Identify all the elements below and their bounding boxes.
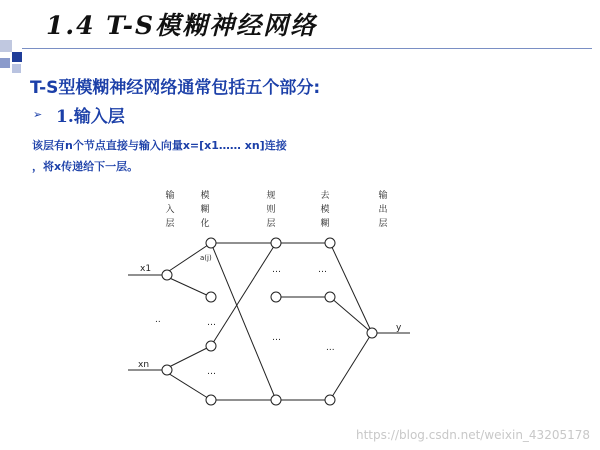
- layer-label-defuzzification-char-1: 去: [320, 191, 330, 201]
- layer-label-defuzzification-char-3: 糊: [320, 219, 330, 229]
- layer-label-input-char-2: 入: [165, 205, 175, 215]
- layer-label-input-char-1: 输: [165, 191, 175, 201]
- description-line-1: 该层有n个节点直接与输入向量x=[x1…… xn]连接: [32, 139, 287, 152]
- layer-label-rule-char-2: 则: [266, 205, 276, 215]
- input-label-x1: x1: [140, 264, 152, 274]
- layer-label-fuzzification-char-1: 模: [200, 191, 210, 201]
- page-title: 1.4 T-S模糊神经网络: [46, 11, 318, 40]
- layer-label-rule-char-3: 层: [266, 219, 276, 229]
- layer-label-input-char-3: 层: [165, 219, 175, 229]
- input-ellipsis: ..: [155, 315, 161, 325]
- node-defuzz-1: [325, 238, 335, 248]
- defuzz-ellipsis-2: ...: [326, 343, 335, 353]
- node-rule-2: [271, 292, 281, 302]
- node-input-n: [162, 365, 172, 375]
- layer-label-output-char-1: 输: [378, 191, 388, 201]
- node-fuzzy-3: [206, 341, 216, 351]
- watermark: https://blog.csdn.net/weixin_43205178: [355, 428, 590, 442]
- subtitle: T-S型模糊神经网络通常包括五个部分:: [30, 78, 321, 98]
- layer-label-rule-char-1: 规: [266, 191, 276, 201]
- defuzz-ellipsis-1: …: [318, 265, 327, 275]
- node-defuzz-2: [325, 292, 335, 302]
- node-fuzzy-2: [206, 292, 216, 302]
- membership-label: a(j): [200, 254, 212, 262]
- description-line-2: ，将x传递给下一层。: [32, 160, 139, 173]
- node-defuzz-3: [325, 395, 335, 405]
- layer-label-defuzzification-char-2: 模: [320, 205, 330, 215]
- bullet-icon: ➢: [33, 108, 43, 121]
- layer-label-output-char-3: 层: [378, 219, 388, 229]
- rule-ellipsis-1: …: [272, 265, 281, 275]
- fuzzy-ellipsis-1: …: [207, 318, 216, 328]
- layer-label-fuzzification-char-3: 化: [200, 219, 210, 229]
- node-rule-1: [271, 238, 281, 248]
- node-output: [367, 328, 377, 338]
- input-label-xn: xn: [138, 360, 150, 370]
- node-input-1: [162, 270, 172, 280]
- fuzzy-ellipsis-2: …: [207, 367, 216, 377]
- rule-ellipsis-2: …: [272, 333, 281, 343]
- section-heading: 1.输入层: [56, 107, 125, 127]
- layer-label-output-char-2: 出: [378, 205, 388, 215]
- node-rule-3: [271, 395, 281, 405]
- node-fuzzy-4: [206, 395, 216, 405]
- node-fuzzy-1: [206, 238, 216, 248]
- output-label-y: y: [396, 323, 402, 333]
- layer-label-fuzzification-char-2: 糊: [200, 205, 210, 215]
